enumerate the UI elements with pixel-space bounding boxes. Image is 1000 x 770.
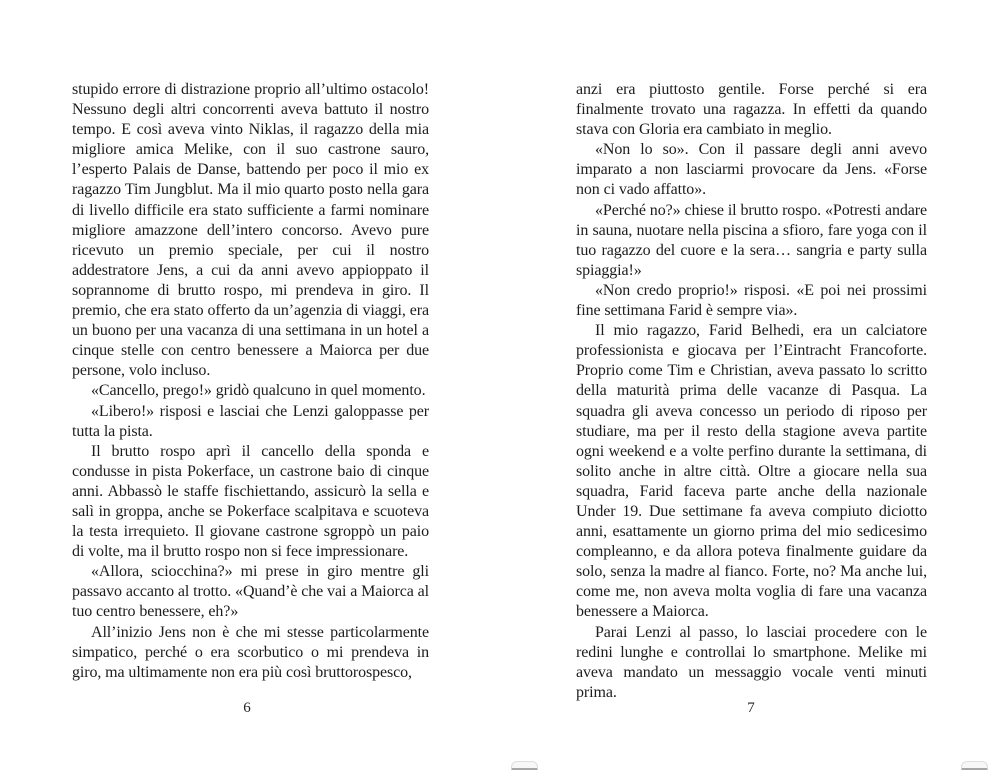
left-page-text: [72, 80, 429, 683]
bottom-edge-tab-center[interactable]: [511, 761, 538, 770]
paragraph: stupido errore di distrazione proprio all’ultimo ostacolo! Nessuno degli altri concorrenti aveva battuto il nostro tempo. E così aveva vinto Niklas, il ragazzo della mia migliore amica Melike, con il suo castrone sauro, l’esperto Palais de Danse, battendo per poco il mio ex ragazzo Tim Jungblut. Ma il mio quarto posto nella gara di livello difficile era stato sufficiente a farmi nominare migliore amazzone dell’intero concorso. Avevo pure ricevuto un premio speciale, per cui il nostro addestratore Jens, a cui da anni avevo appioppato il soprannome di brutto rospo, mi prendeva in giro. Il premio, che era stato offerto da un’agenzia di viaggi, era un buono per una vacanza di una settimana in un hotel a cinque stelle con centro benessere a Maiorca per due persone, volo incluso.: [72, 81, 429, 380]
right-page-text: [576, 80, 927, 703]
paragraph: «Non lo so». Con il passare degli anni avevo imparato a non lasciarmi provocare da Jens. «Forse non ci vado affatto».: [576, 141, 927, 199]
paragraph: «Non credo proprio!» risposi. «E poi nei prossimi fine settimana Farid è sempre via».: [576, 281, 927, 320]
paragraph: anzi era piuttosto gentile. Forse perché si era finalmente trovato una ragazza. In effetti da quando stava con Gloria era cambiato in meglio.: [576, 81, 927, 139]
paragraph: «Cancello, prego!» gridò qualcuno in quel momento.: [91, 382, 426, 400]
paragraph: «Libero!» risposi e lasciai che Lenzi galoppasse per tutta la pista.: [72, 402, 429, 440]
paragraph: Parai Lenzi al passo, lo lasciai procedere con le redini lunghe e controllai lo smartphone. Melike mi aveva mandato un messaggio vocale venti minuti prima.: [576, 623, 927, 701]
paragraph: Il brutto rospo aprì il cancello della sponda e condusse in pista Pokerface, un castrone baio di cinque anni. Abbassò le staffe fischiettando, assicurò la sella e salì in groppa, anche se Pokerface scalpitava e scuoteva la testa irrequieto. Il giovane castrone sgroppò un paio di volte, ma il brutto rospo non si fece impressionare.: [72, 442, 429, 561]
paragraph: «Allora, sciocchina?» mi prese in giro mentre gli passavo accanto al trotto. «Quand’è che vai a Maiorca al tuo centro benessere, eh?»: [72, 563, 429, 621]
paragraph: Il mio ragazzo, Farid Belhedi, era un calciatore professionista e giocava per l’Eintracht Francoforte. Proprio come Tim e Christian, aveva passato lo scritto della maturità prima delle vacanze di Pasqua. La squadra gli aveva concesso un periodo di riposo per studiare, ma per il resto della stagione aveva partite ogni weekend e a volte perfino durante la settimana, di solito anche in altre città. Oltre a giocare nella sua squadra, Farid faceva parte anche della nazionale Under 19. Due settimane fa aveva compiuto diciotto anni, esattamente un giorno prima del mio sedicesimo compleanno, e da allora poteva finalmente guidare da solo, senza la madre al fianco. Forte, no? Ma anche lui, come me, non aveva molta voglia di fare una vacanza benessere a Maiorca.: [576, 322, 927, 621]
bottom-edge-tab-right[interactable]: [961, 761, 988, 770]
paragraph: «Perché no?» chiese il brutto rospo. «Potresti andare in sauna, nuotare nella piscina a sfioro, fare yoga con il tuo ragazzo del cuore e la sera… sangria e party sulla spiaggia!»: [576, 201, 927, 279]
page-number-right: 7: [747, 700, 755, 716]
page-number-left: 6: [243, 700, 251, 716]
paragraph: All’inizio Jens non è che mi stesse particolarmente simpatico, perché o era scorbutico o mi prendeva in giro, ma ultimamente non era più così bruttorospesco,: [72, 623, 429, 681]
